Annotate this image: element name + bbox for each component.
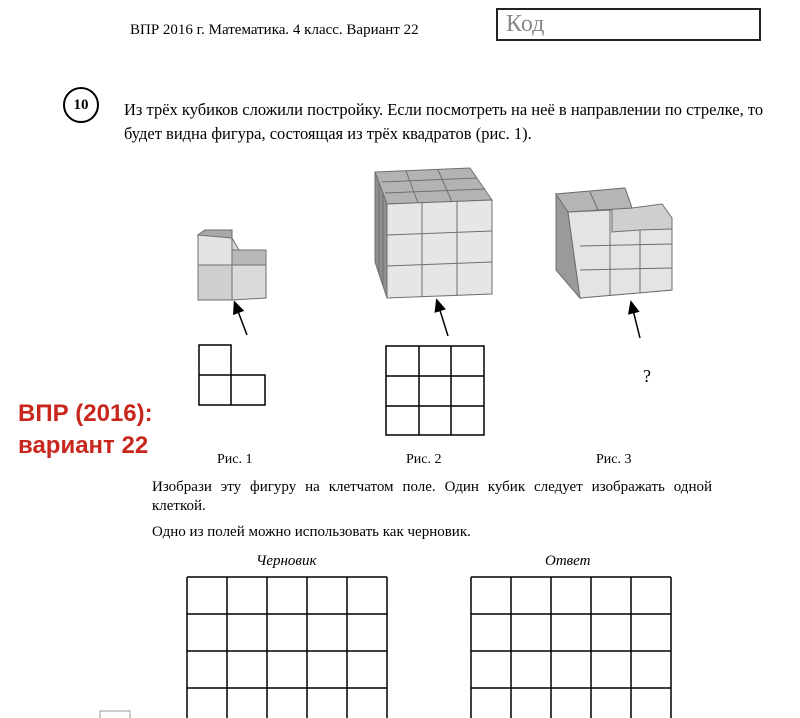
answer-grid[interactable]	[471, 577, 671, 718]
figure3-question-mark: ?	[643, 366, 651, 386]
instruction-text: Изобрази эту фигуру на клетчатом поле. Один кубик следует изображать одной клеткой.	[152, 479, 712, 514]
draft-grid[interactable]	[187, 577, 387, 718]
figure1-blocks	[198, 230, 266, 300]
draft-grid-title: Черновик	[256, 553, 317, 569]
draft-note: Одно из полей можно использовать как черновик.	[152, 524, 471, 540]
figure2-grid	[386, 346, 484, 435]
code-field[interactable]: Код	[496, 8, 761, 41]
watermark-line1: ВПР (2016):	[18, 400, 153, 427]
watermark	[18, 398, 153, 462]
answer-grid-title: Ответ	[545, 553, 591, 569]
figure2-label: Рис. 2	[406, 452, 442, 467]
task-number: 10	[63, 87, 99, 123]
page-title: ВПР 2016 г. Математика. 4 класс. Вариант 22	[130, 22, 419, 38]
figure3-label: Рис. 3	[596, 452, 632, 467]
figure3-blocks	[556, 188, 672, 298]
figure3-arrow	[632, 306, 640, 338]
corner-box	[100, 711, 130, 718]
figure1-label: Рис. 1	[217, 452, 253, 467]
figure1-grid	[199, 345, 265, 405]
figure2-arrow	[438, 304, 448, 336]
task-text: Из трёх кубиков сложили постройку. Если посмотреть на неё в направлении по стрелке, то будет видна фигура, состоящая из трёх квадратов (рис. 1).	[124, 100, 764, 143]
figure2-cube	[375, 168, 492, 298]
figure1-arrow	[236, 306, 247, 335]
watermark-line2: вариант 22	[18, 432, 149, 459]
